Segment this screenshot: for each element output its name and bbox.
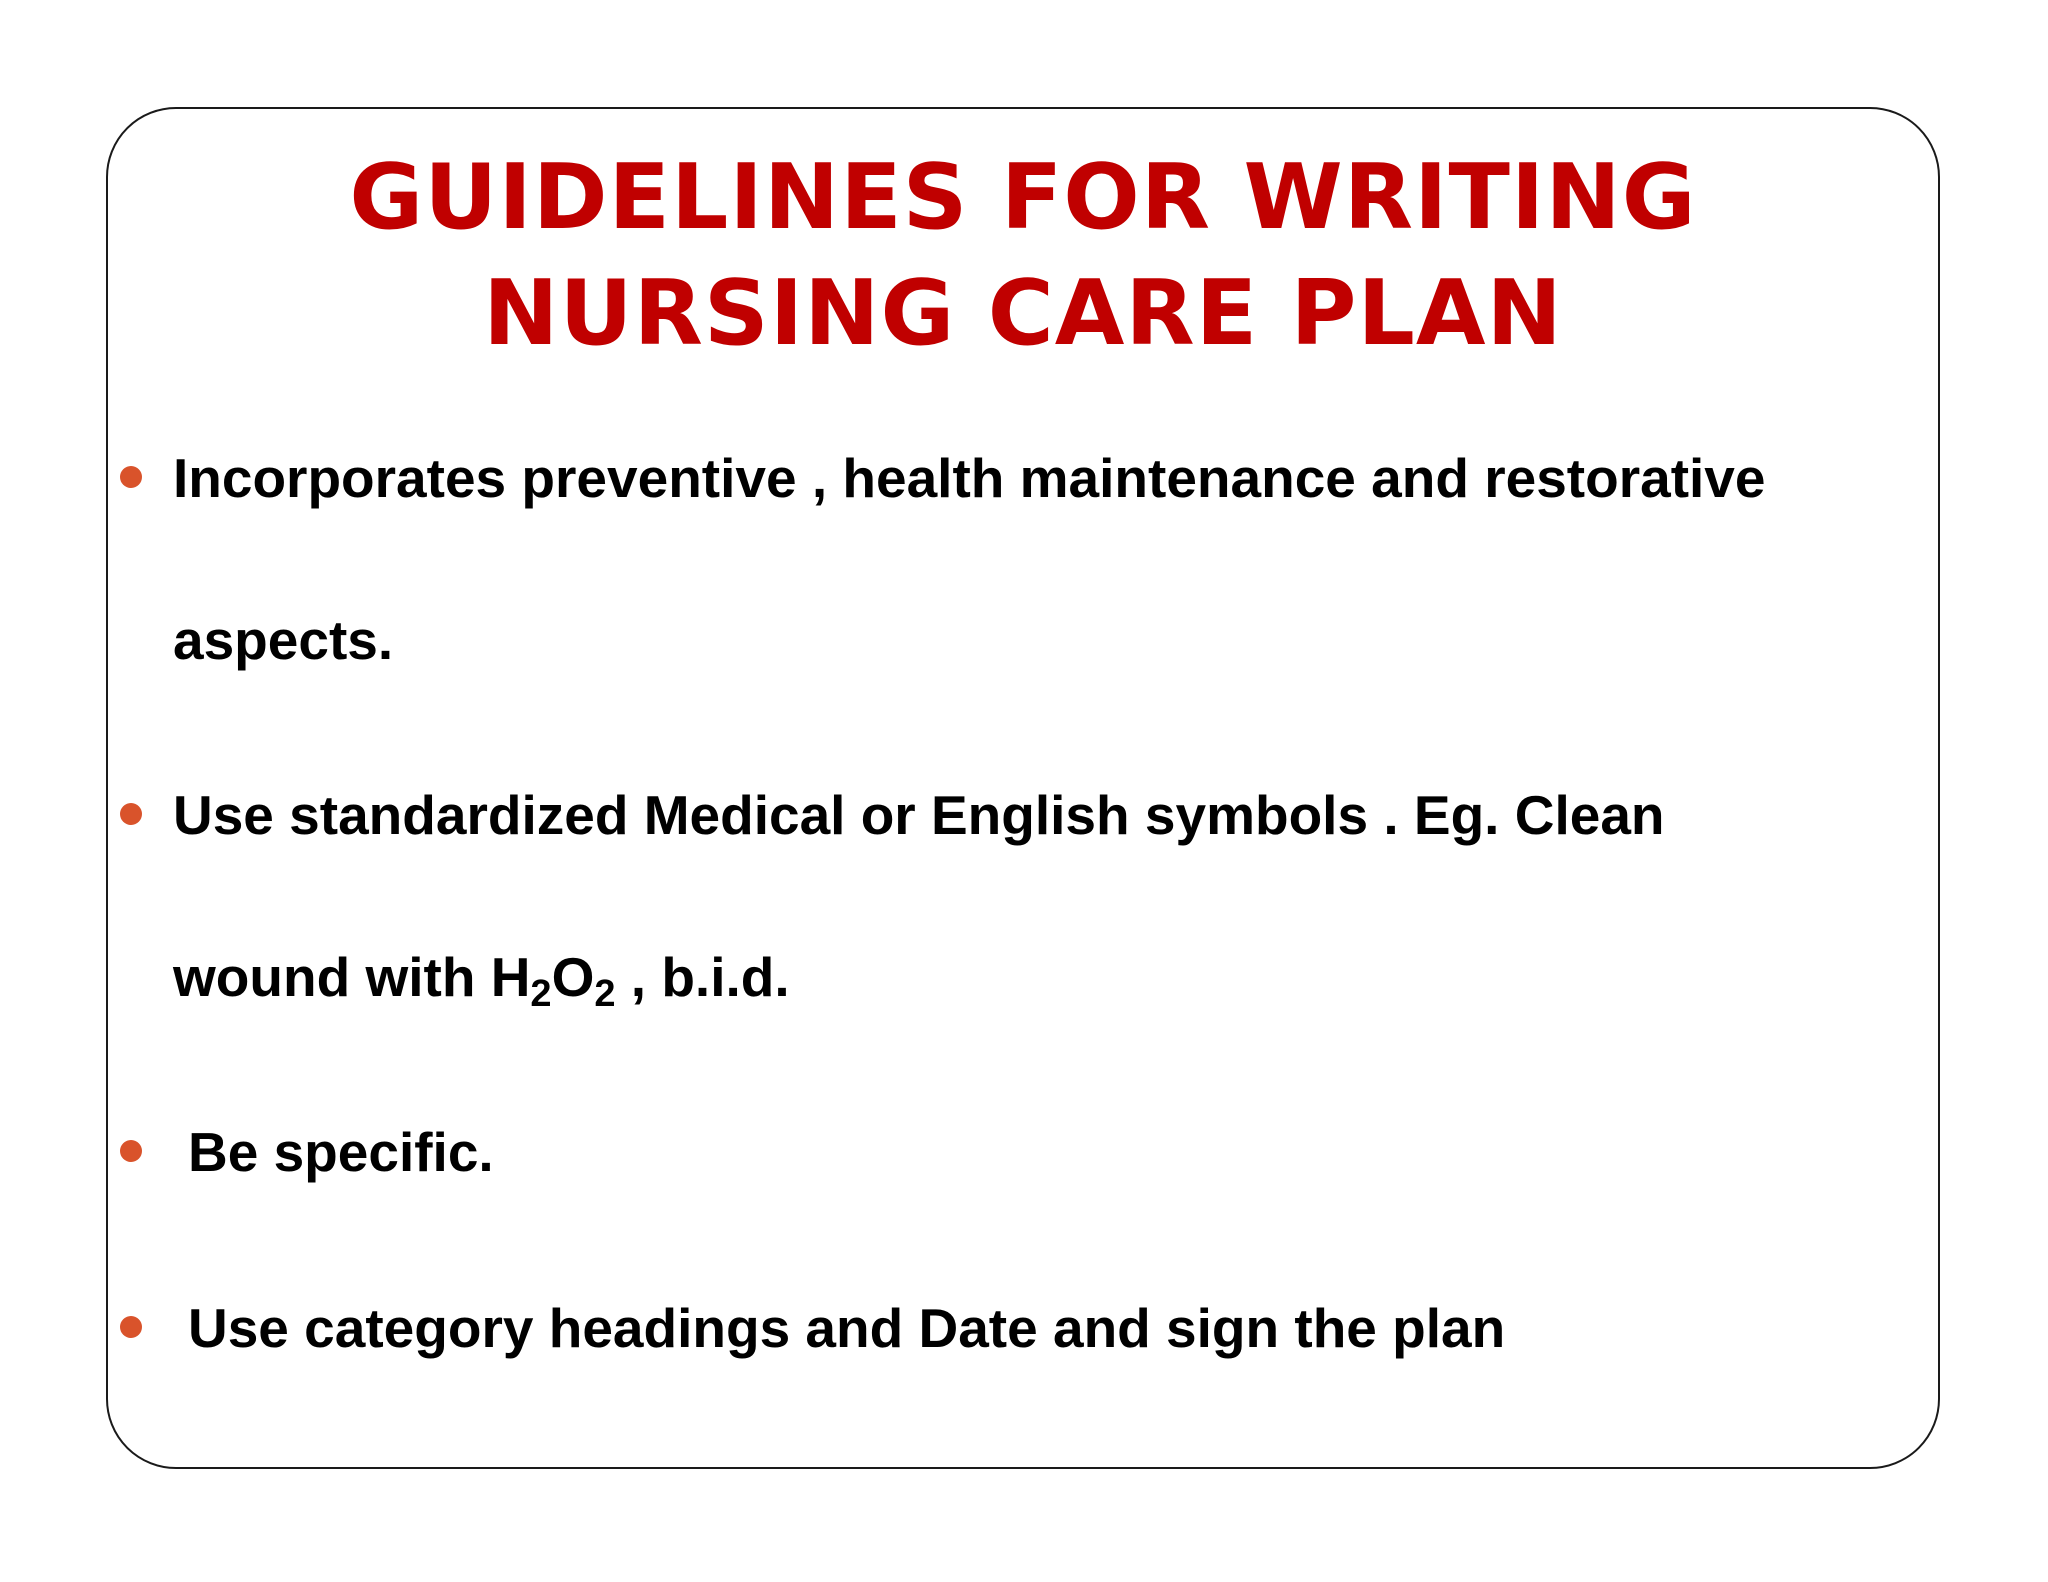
title-line-1: GUIDELINES FOR WRITING [349,145,1697,250]
bullet-text-line: Use standardized Medical or English symbols . Eg. Clean [173,784,1665,846]
title-line-2: NURSING CARE PLAN [483,261,1563,366]
formula-prefix: wound with H [173,946,531,1008]
formula-suffix: , b.i.d. [615,946,790,1008]
slide-title [106,140,1940,372]
bullet-dot-icon [120,803,142,825]
subscript: 2 [594,973,616,1015]
bullet-dot-icon [120,1140,142,1162]
bullet-text-line: Incorporates preventive , health maintenance and restorative [173,447,1766,509]
formula-mid: O [551,946,595,1008]
bullet-text-line [173,946,790,1015]
bullet-text-line: Be specific. [188,1121,494,1183]
bullet-text-line: aspects. [173,609,394,671]
bullet-dot-icon [120,466,142,488]
subscript: 2 [530,973,552,1015]
bullet-dot-icon [120,1316,142,1338]
bullet-text-line: Use category headings and Date and sign the plan [188,1297,1506,1359]
